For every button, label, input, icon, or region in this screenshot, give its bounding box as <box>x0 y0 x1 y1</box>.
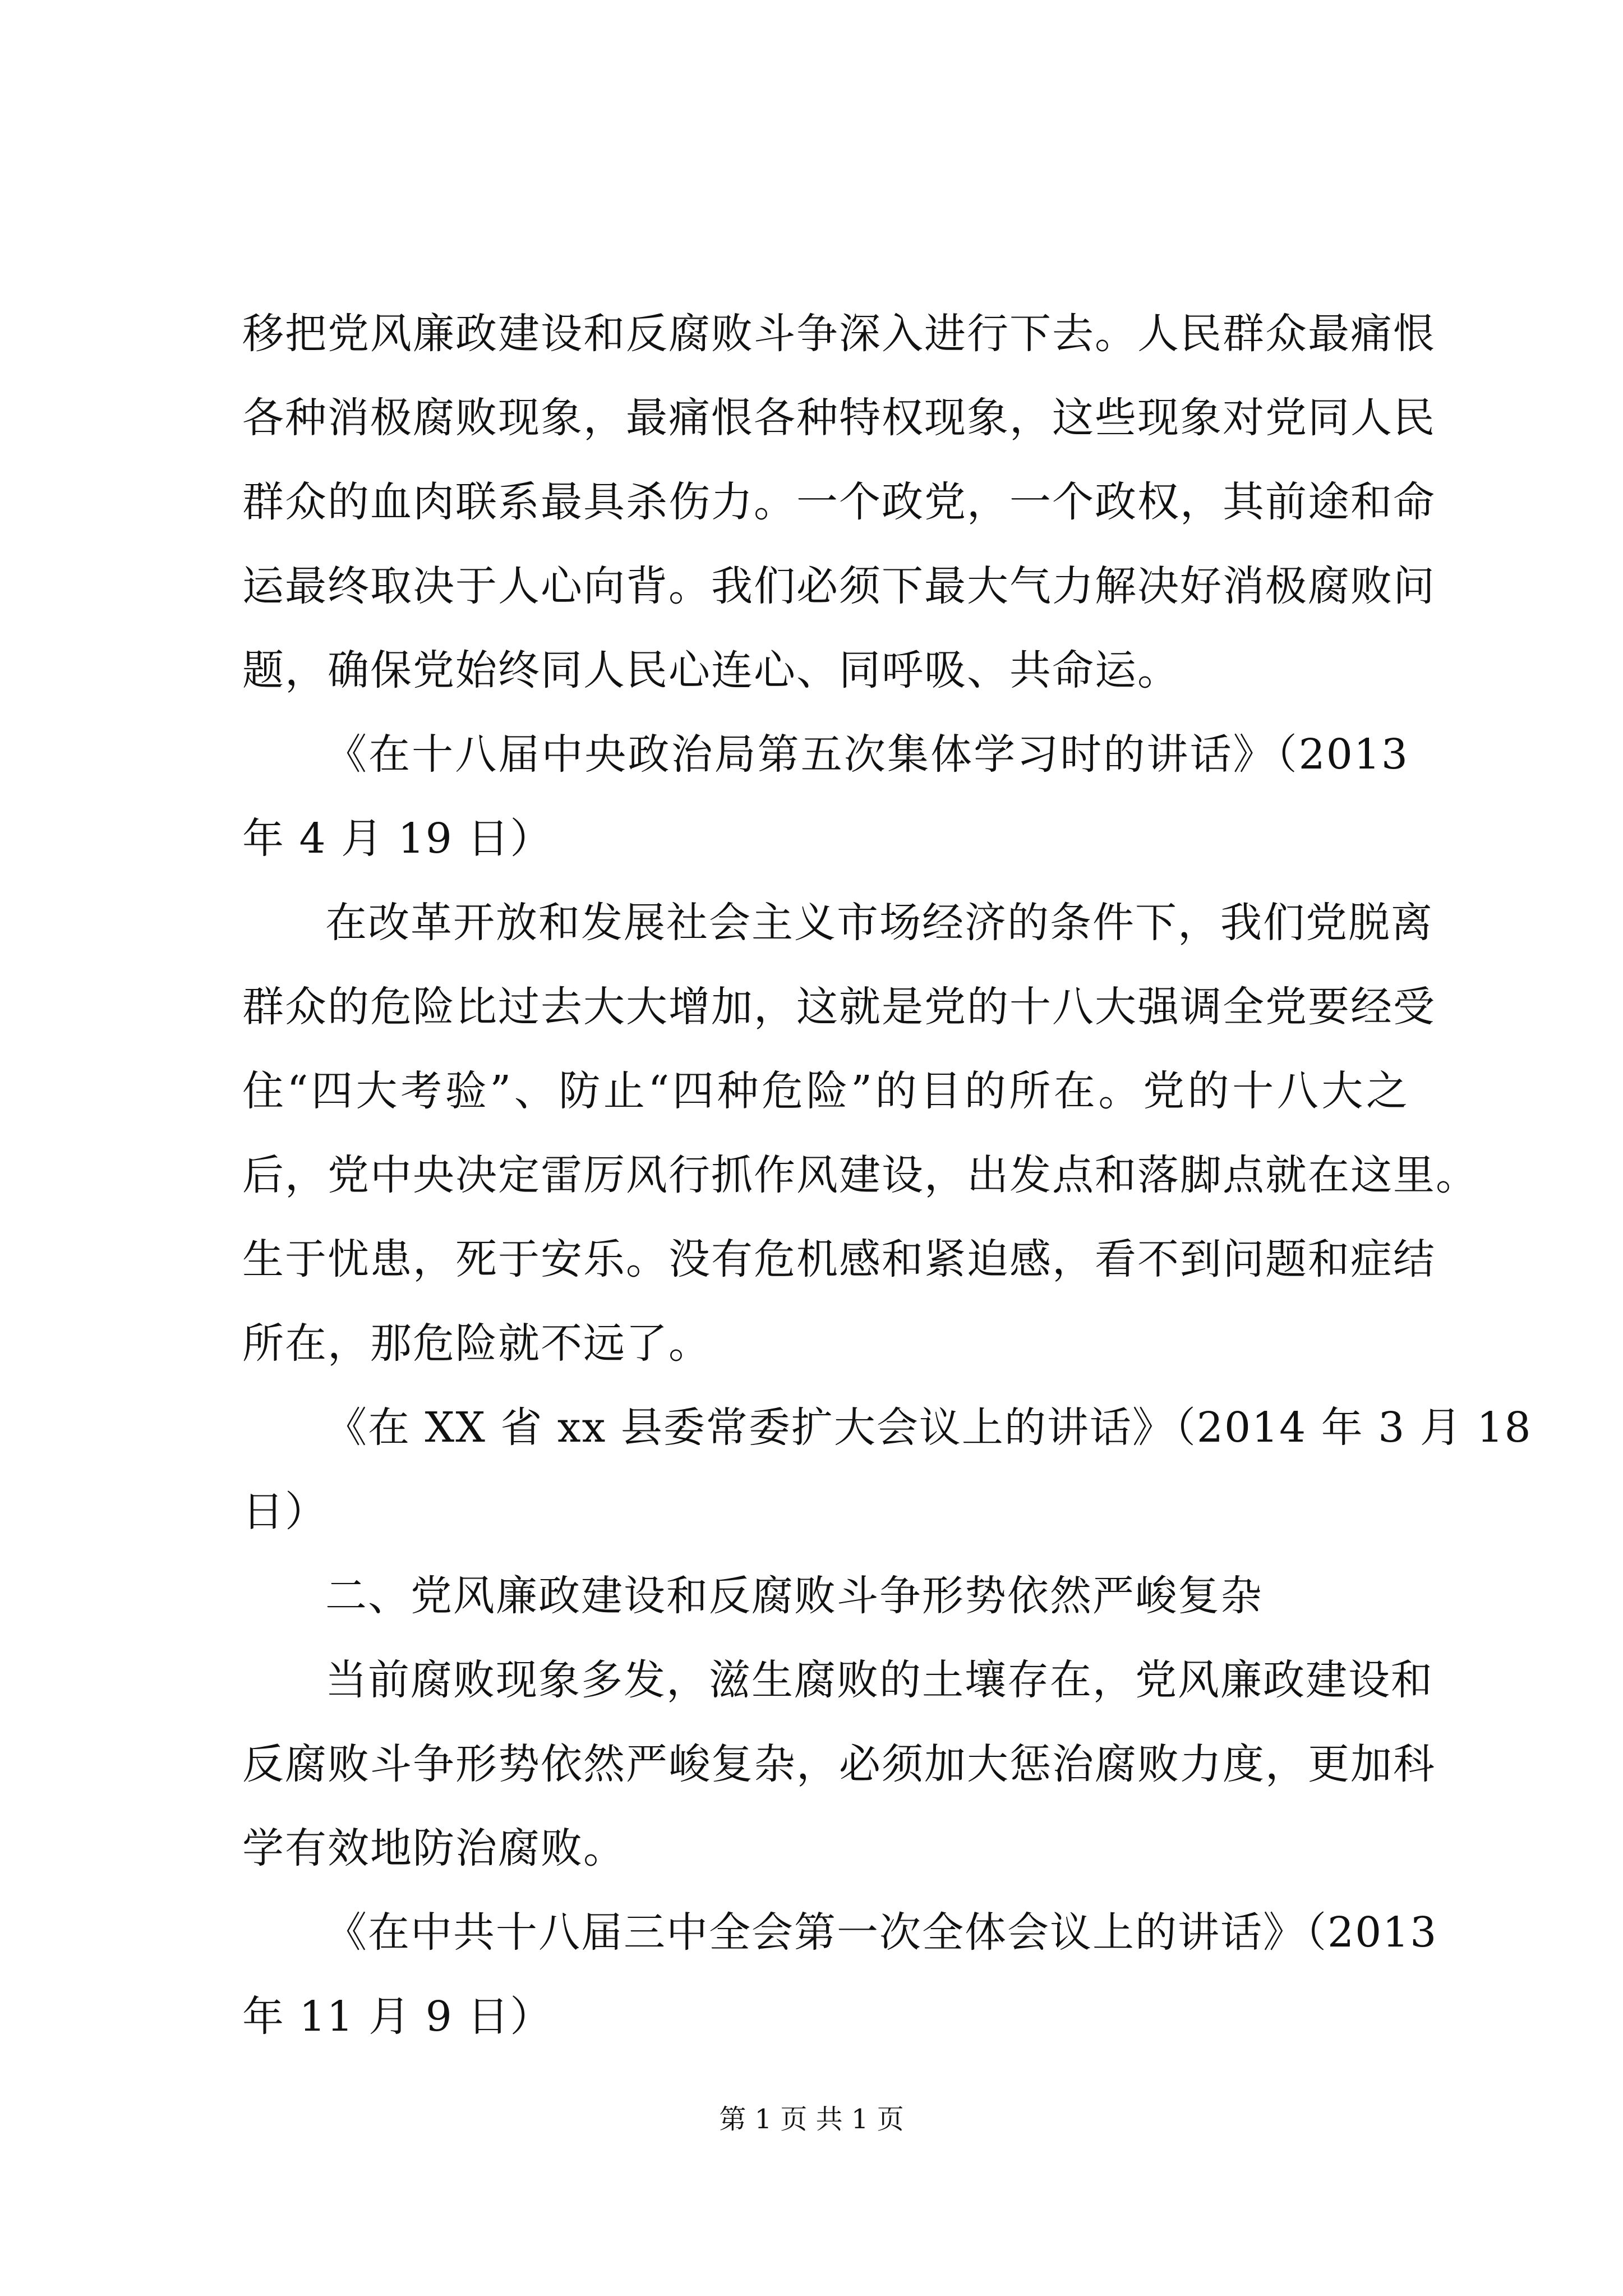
section-heading <box>242 1554 1409 1638</box>
text-line: 日） <box>242 1488 328 1536</box>
paragraph <box>242 881 1478 1386</box>
text-line: 群众的危险比过去大大增加，这就是党的十八大强调全党要经受 <box>242 983 1436 1031</box>
paragraph <box>242 1638 1436 1890</box>
citation <box>242 1890 1438 2059</box>
text-line: 群众的血肉联系最具杀伤力。一个政党，一个政权，其前途和命 <box>242 478 1436 526</box>
text-line: 运最终取决于人心向背。我们必须下最大气力解决好消极腐败问 <box>242 562 1436 610</box>
text-line: 在改革开放和发展社会主义市场经济的条件下，我们党脱离 <box>325 899 1433 947</box>
citation <box>242 712 1409 881</box>
page-footer <box>0 2102 1623 2136</box>
text-line: 住“四大考验”、防止“四种危险”的目的所在。党的十八大之 <box>242 1067 1409 1115</box>
text-line: 反腐败斗争形势依然严峻复杂，必须加大惩治腐败力度，更加科 <box>242 1740 1436 1788</box>
text-line: 移把党风廉政建设和反腐败斗争深入进行下去。人民群众最痛恨 <box>242 310 1436 358</box>
text-line: 年 4 月 19 日） <box>242 815 553 863</box>
page-number-label: 第 1 页 共 1 页 <box>719 2104 904 2135</box>
text-line: 《在十八届中央政治局第五次集体学习时的讲话》（2013 <box>325 730 1409 779</box>
text-line: 二、党风廉政建设和反腐败斗争形势依然严峻复杂 <box>325 1572 1263 1620</box>
text-line: 当前腐败现象多发，滋生腐败的土壤存在，党风廉政建设和 <box>325 1656 1433 1704</box>
citation <box>242 1386 1532 1554</box>
text-line: 所在，那危险就不远了。 <box>242 1319 711 1368</box>
text-line: 年 11 月 9 日） <box>242 1993 553 2041</box>
text-line: 各种消极腐败现象，最痛恨各种特权现象，这些现象对党同人民 <box>242 394 1436 442</box>
text-line: 《在中共十八届三中全会第一次全体会议上的讲话》（2013 <box>325 1908 1438 1957</box>
text-line: 学有效地防治腐败。 <box>242 1824 626 1872</box>
text-line: 后，党中央决定雷厉风行抓作风建设，出发点和落脚点就在这里。 <box>242 1151 1478 1199</box>
text-line: 生于忧患，死于安乐。没有危机感和紧迫感，看不到问题和症结 <box>242 1235 1436 1283</box>
text-line: 《在 XX 省 xx 县委常委扩大会议上的讲话》（2014 年 3 月 18 <box>325 1404 1532 1452</box>
document-body <box>242 292 1532 2059</box>
paragraph <box>242 292 1436 712</box>
text-line: 题，确保党始终同人民心连心、同呼吸、共命运。 <box>242 646 1180 694</box>
